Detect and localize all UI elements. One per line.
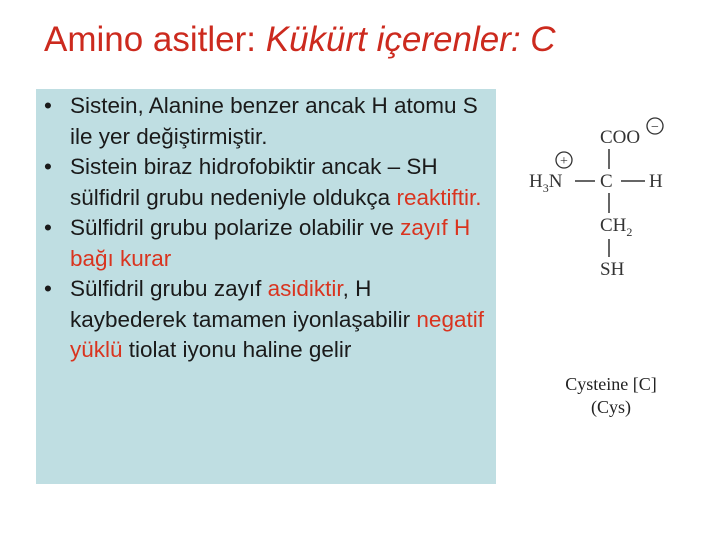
- slide-title: [44, 20, 556, 60]
- carboxylate-group: COO: [600, 127, 641, 148]
- title-main: Amino asitler:: [44, 20, 266, 59]
- bullet-text: Sülfidril grubu zayıf: [70, 276, 268, 301]
- minus-sign: −: [651, 120, 659, 135]
- methylene-group: $CH_2$: [600, 215, 633, 239]
- bullet-item: [36, 274, 496, 366]
- bullet-text: Sistein, Alanine benzer ancak H atomu S ile yer değiştirmiştir.: [70, 93, 478, 149]
- title-italic: Kükürt içerenler: C: [265, 20, 556, 59]
- amino-group: $H_3N$: [529, 171, 563, 195]
- structure-caption: [555, 373, 667, 419]
- bullet-item: [36, 152, 496, 213]
- highlight-text: negatif yüklü: [70, 306, 484, 362]
- cysteine-structure: [505, 105, 705, 295]
- bullet-marker: •: [44, 154, 52, 179]
- caption-name: Cysteine [C]: [565, 374, 657, 394]
- content-panel: [36, 89, 496, 484]
- bullet-item: [36, 213, 496, 274]
- plus-sign: +: [560, 154, 568, 169]
- bullet-text: Sistein biraz hidrofobiktir ancak – SH sülfidril grubu nedeniyle oldukça: [70, 154, 438, 210]
- alpha-carbon: C: [600, 171, 613, 192]
- bullet-text: tiolat iyonu haline gelir: [122, 337, 352, 362]
- hydrogen-atom: H: [649, 171, 663, 192]
- bullet-marker: •: [44, 93, 52, 118]
- highlight-text: asidiktir: [267, 276, 343, 301]
- bullet-marker: •: [44, 276, 52, 301]
- bullet-marker: •: [44, 215, 52, 240]
- bullet-list: [36, 91, 496, 366]
- bullet-text: Sülfidril grubu polarize olabilir ve: [70, 215, 401, 240]
- bullet-item: [36, 91, 496, 152]
- highlight-text: zayıf H bağı kurar: [70, 215, 471, 271]
- highlight-text: reaktiftir.: [396, 184, 482, 210]
- bullet-text: , H kaybederek tamamen iyonlaşabilir: [70, 276, 417, 332]
- thiol-group: SH: [600, 259, 625, 280]
- caption-abbreviation: (Cys): [591, 397, 631, 417]
